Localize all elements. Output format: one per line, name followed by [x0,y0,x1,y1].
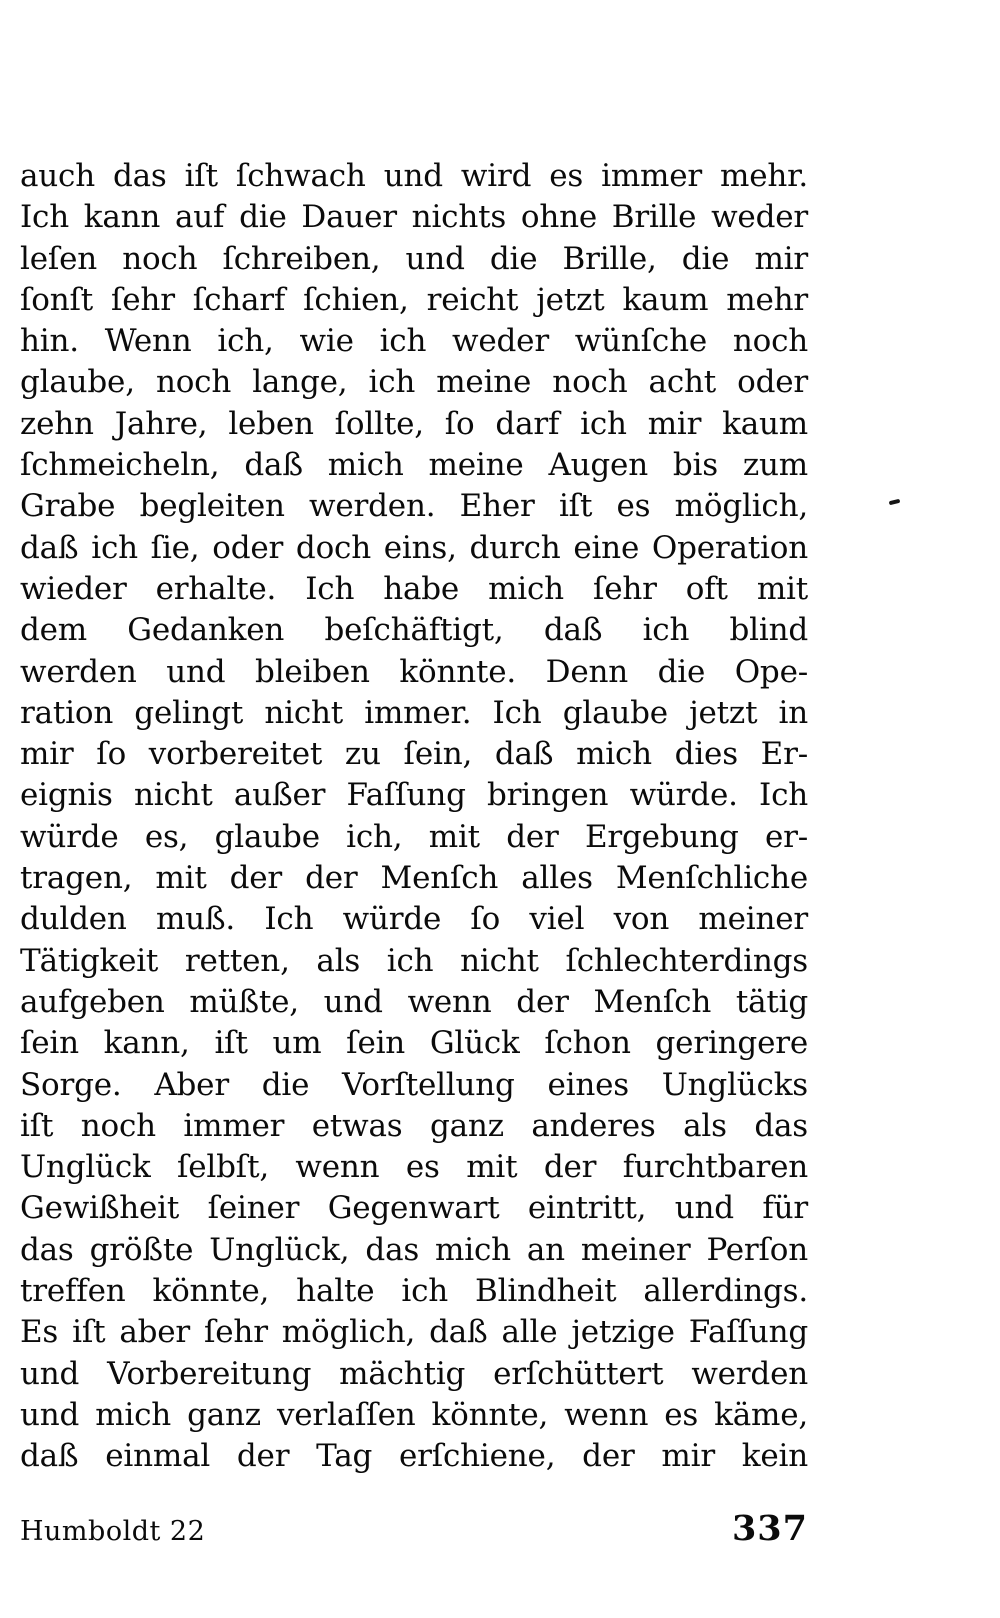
text-line: und Vorbereitung mächtig erſchüttert werden [20,1355,808,1392]
text-line: Unglück ſelbſt, wenn es mit der furchtbaren [20,1149,808,1186]
text-line: wieder erhalte. Ich habe mich ſehr oft mit [20,570,808,607]
text-line: auch das iſt ſchwach und wird es immer mehr. [20,158,808,194]
text-line: zehn Jahre, leben ſollte, ſo darf ich mir kaum [20,405,808,442]
text-line: daß einmal der Tag erſchiene, der mir kein [20,1438,808,1475]
text-line: und mich ganz verlaſſen könnte, wenn es käme, [20,1396,808,1433]
text-line: mir ſo vorbereitet zu ſein, daß mich dies Er- [20,736,808,773]
text-line: ſonſt ſehr ſcharf ſchien, reicht jetzt kaum mehr [20,281,808,318]
text-line: eignis nicht außer Faſſung bringen würde. Ich [20,777,808,814]
text-line: ration gelingt nicht immer. Ich glaube jetzt in [20,694,808,731]
text-line: Grabe begleiten werden. Eher iſt es möglich, [20,488,808,525]
body-text [20,156,808,1478]
text-line: Ich kann auf die Dauer nichts ohne Brille weder [20,199,808,236]
text-line: werden und bleiben könnte. Denn die Ope- [20,653,808,690]
ink-speck-artifact [889,499,901,506]
text-line: hin. Wenn ich, wie ich weder wünſche noch [20,323,808,360]
page-footer [20,1508,808,1549]
text-line: dem Gedanken beſchäftigt, daß ich blind [20,612,808,649]
text-line: Tätigkeit retten, als ich nicht ſchlechterdings [20,942,808,979]
text-line: Gewißheit ſeiner Gegenwart eintritt, und für [20,1190,808,1227]
text-line: tragen, mit der der Menſch alles Menſchliche [20,860,808,897]
text-line: iſt noch immer etwas ganz anderes als das [20,1107,808,1144]
text-line: Sorge. Aber die Vorſtellung eines Unglücks [20,1066,808,1103]
text-line: dulden muß. Ich würde ſo viel von meiner [20,901,808,938]
text-line: aufgeben müßte, und wenn der Menſch tätig [20,983,808,1020]
text-line: ſein kann, iſt um ſein Glück ſchon geringere [20,1025,808,1062]
text-line: glaube, noch lange, ich meine noch acht oder [20,364,808,401]
text-line: leſen noch ſchreiben, und die Brille, die mir [20,240,808,277]
text-line: würde es, glaube ich, mit der Ergebung er- [20,818,808,855]
text-line: ſchmeicheln, daß mich meine Augen bis zum [20,447,808,484]
page-number: 337 [731,1508,808,1549]
text-line: das größte Unglück, das mich an meiner Perſon [20,1231,808,1268]
text-line: treffen könnte, halte ich Blindheit allerdings. [20,1273,808,1310]
text-line: daß ich ſie, oder doch eins, durch eine Operation [20,529,808,566]
text-line: Es iſt aber ſehr möglich, daß alle jetzige Faſſung [20,1314,808,1351]
printers-signature: Humboldt 22 [20,1516,206,1547]
